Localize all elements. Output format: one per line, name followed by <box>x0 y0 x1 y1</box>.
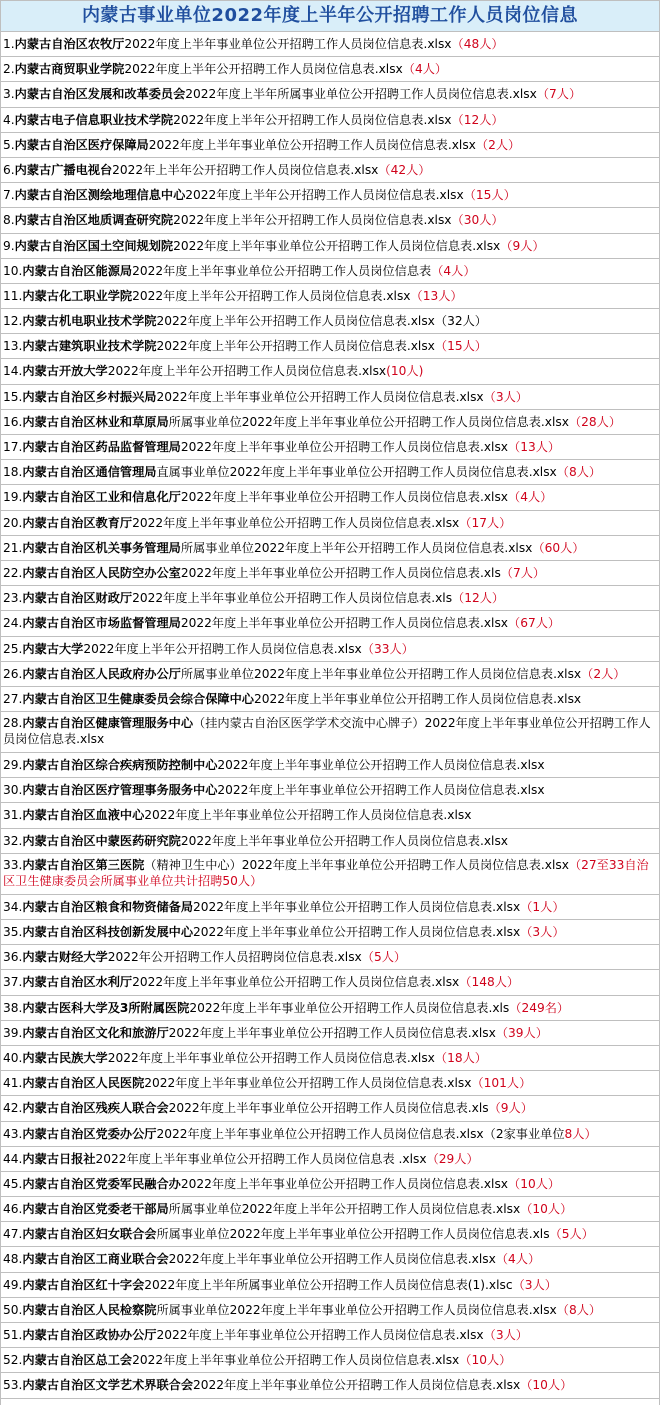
item-number: 46. <box>3 1202 23 1217</box>
item-count: 8人） <box>564 1126 597 1141</box>
item-number: 48. <box>3 1252 23 1267</box>
item-file-name: 2022年度上半年事业单位公开招聘工作人员岗位信息表.xlsx <box>180 1176 509 1191</box>
item-file-name: 2022年度上半年事业单位公开招聘工作人员岗位信息表 .xlsx <box>95 1151 427 1166</box>
item-file-name: 所属事业单位2022年度上半年事业单位公开招聘工作人员岗位信息表.xlsx <box>180 666 582 681</box>
list-item[interactable] <box>1 158 660 183</box>
list-item[interactable] <box>1 309 660 334</box>
item-number: 45. <box>3 1176 23 1191</box>
item-organization: 内蒙古商贸职业学院 <box>14 62 125 77</box>
item-file-name: 所属事业单位2022年度上半年事业单位公开招聘工作人员岗位信息表.xlsx <box>168 414 569 429</box>
item-count: （60人） <box>532 540 585 555</box>
item-count: （8人） <box>556 465 602 480</box>
list-item[interactable] <box>1 970 660 995</box>
item-count: （3人） <box>512 1277 557 1292</box>
item-file-name: 2022年度上半年事业单位公开招聘工作人员岗位信息表.xlsx <box>217 783 545 798</box>
item-file-name: 所属事业单位2022年度上半年公开招聘工作人员岗位信息表.xlsx <box>168 1202 521 1217</box>
list-item[interactable] <box>1 662 660 687</box>
item-organization: 内蒙古电子信息职业技术学院 <box>14 112 174 127</box>
item-file-name: 2022年度上半年事业单位公开招聘工作人员岗位信息表.xlsx <box>156 389 484 404</box>
item-organization: 内蒙古自治区党委老干部局 <box>22 1202 169 1217</box>
item-number: 11. <box>3 288 23 303</box>
item-organization: 内蒙古自治区财政厅 <box>22 591 133 606</box>
list-item[interactable] <box>1 1021 660 1046</box>
item-count: （67人） <box>508 616 561 631</box>
item-count: （148人） <box>459 975 520 990</box>
item-file-name: 2022年度上半年事业单位公开招聘工作人员岗位信息表.xlsx <box>107 1050 435 1065</box>
item-file-name: （挂内蒙古自治区医学学术交流中心牌子）2022年度上半年事业单位公开招聘工作人员岗位信息表.xlsx <box>3 716 651 747</box>
list-item[interactable] <box>1 778 660 803</box>
item-file-name: 2022年度上半年所属事业单位公开招聘工作人员岗位信息表(1).xlsc <box>144 1277 513 1292</box>
item-file-name: （精神卫生中心）2022年度上半年事业单位公开招聘工作人员岗位信息表.xlsx <box>144 857 569 872</box>
list-item[interactable] <box>1 259 660 284</box>
item-number: 8. <box>3 213 15 228</box>
item-organization: 内蒙古自治区粮食和物资储备局 <box>22 899 194 914</box>
item-number: 12. <box>3 314 23 329</box>
item-file-name: 2022年度上半年事业单位公开招聘工作人员岗位信息表.xlsx <box>193 899 521 914</box>
item-file-name: 2022年度上半年事业单位公开招聘工作人员岗位信息表.xlsx <box>180 490 509 505</box>
item-file-name: 2022年度上半年事业单位公开招聘工作人员岗位信息表.xlsx <box>148 137 476 152</box>
item-organization: 内蒙古自治区卫生健康委员会综合保障中心 <box>22 691 254 706</box>
item-organization: 内蒙古自治区医疗管理事务服务中心 <box>22 783 218 798</box>
item-count: （42人） <box>378 162 431 177</box>
list-item[interactable] <box>1 208 660 233</box>
item-count: （15人） <box>434 339 487 354</box>
item-count: （13人） <box>410 288 463 303</box>
item-organization: 内蒙古自治区水利厅 <box>22 975 133 990</box>
item-count: （3人） <box>483 1328 528 1342</box>
item-number: 25. <box>3 641 23 656</box>
item-number: 18. <box>3 465 23 480</box>
item-file-name: 所属事业单位2022年度上半年公开招聘工作人员岗位信息表.xlsx <box>180 540 533 555</box>
list-item[interactable] <box>1 133 660 158</box>
item-organization: 内蒙古自治区综合疾病预防控制中心 <box>22 758 218 773</box>
item-number: 5. <box>3 137 15 152</box>
item-count: （9人） <box>488 1101 533 1116</box>
item-number: 19. <box>3 490 23 505</box>
item-file-name: 2022年度上半年事业单位公开招聘工作人员岗位信息表.xlsx <box>124 37 452 51</box>
list-item[interactable] <box>1 895 660 920</box>
item-number: 50. <box>3 1302 23 1317</box>
item-number: 16. <box>3 414 23 429</box>
list-item[interactable] <box>1 1273 660 1298</box>
item-number: 27. <box>3 691 23 706</box>
list-item[interactable] <box>1 854 660 895</box>
list-item[interactable] <box>1 561 660 586</box>
list-item[interactable] <box>1 1172 660 1197</box>
item-number: 35. <box>3 925 23 939</box>
list-item[interactable] <box>1 712 660 753</box>
item-count: （5人） <box>361 950 407 965</box>
item-number: 49. <box>3 1277 23 1292</box>
item-organization: 内蒙古自治区文学艺术界联合会 <box>22 1378 194 1393</box>
item-number: 53. <box>3 1378 23 1393</box>
list-item[interactable] <box>1 284 660 309</box>
list-item[interactable] <box>1 637 660 662</box>
item-count: （4人） <box>495 1252 541 1267</box>
list-item[interactable] <box>1 334 660 359</box>
item-organization: 内蒙古自治区文化和旅游厅 <box>22 1025 169 1040</box>
item-organization: 内蒙古自治区地质调查研究院 <box>14 213 174 228</box>
row-list <box>1 32 660 1399</box>
item-number: 14. <box>3 364 23 379</box>
item-count: （15人） <box>463 188 516 203</box>
item-file-name: 2022年度上半年公开招聘工作人员岗位信息表.xlsx <box>124 62 403 77</box>
item-organization: 内蒙古自治区教育厅 <box>22 515 133 530</box>
list-item[interactable] <box>1 32 660 57</box>
item-organization: 内蒙古民族大学 <box>22 1050 108 1065</box>
item-count: （17人） <box>459 515 512 530</box>
list-item[interactable] <box>1 183 660 208</box>
item-count: （4人） <box>508 490 553 505</box>
item-organization: 内蒙古自治区人民检察院 <box>22 1302 157 1317</box>
list-item[interactable] <box>1 385 660 410</box>
item-number: 43. <box>3 1126 23 1141</box>
list-item[interactable] <box>1 1298 660 1323</box>
item-number: 28. <box>3 716 23 731</box>
list-item[interactable] <box>1 1147 660 1172</box>
item-organization: 内蒙古大学 <box>22 641 84 656</box>
item-number: 20. <box>3 515 23 530</box>
item-number: 32. <box>3 833 23 848</box>
list-item[interactable] <box>1 57 660 82</box>
item-number: 21. <box>3 540 23 555</box>
item-file-name: 2022年度上半年事业单位公开招聘工作人员岗位信息表.xlsx <box>217 758 545 773</box>
item-count: （48人） <box>451 37 504 51</box>
list-item[interactable] <box>1 410 660 435</box>
item-file-name: 2022年度上半年事业单位公开招聘工作人员岗位信息表.xlsx <box>180 616 509 631</box>
item-file-name: 2022年度上半年公开招聘工作人员岗位信息表.xlsx <box>132 288 411 303</box>
list-item[interactable] <box>1 920 660 945</box>
item-number: 15. <box>3 389 23 404</box>
item-count: （8人） <box>556 1302 602 1317</box>
item-number: 36. <box>3 950 23 965</box>
list-item[interactable] <box>1 435 660 460</box>
item-count: （9人） <box>500 238 545 253</box>
item-organization: 内蒙古自治区测绘地理信息中心 <box>14 188 186 203</box>
item-file-name: 2022年度上半年公开招聘工作人员岗位信息表.xlsx <box>107 364 387 379</box>
item-file-name: 所属事业单位2022年度上半年事业单位公开招聘工作人员岗位信息表.xls <box>156 1227 550 1242</box>
item-organization: 内蒙古机电职业技术学院 <box>22 314 157 329</box>
item-organization: 内蒙古自治区工商业联合会 <box>22 1252 169 1267</box>
item-number: 29. <box>3 758 23 773</box>
item-number: 38. <box>3 1000 23 1015</box>
item-number: 4. <box>3 112 15 127</box>
item-number: 39. <box>3 1025 23 1040</box>
item-number: 22. <box>3 565 23 580</box>
list-item[interactable] <box>1 1046 660 1071</box>
item-count: （10人） <box>520 1202 573 1217</box>
item-file-name: 2022年度上半年事业单位公开招聘工作人员岗位信息表.xlsx <box>193 1378 521 1393</box>
item-count: （7人） <box>536 87 582 102</box>
item-organization: 内蒙古自治区农牧厅 <box>14 37 125 51</box>
list-item[interactable] <box>1 1122 660 1147</box>
list-item[interactable] <box>1 234 660 259</box>
item-organization: 内蒙古自治区残疾人联合会 <box>22 1101 169 1116</box>
item-count: （2人） <box>581 666 626 681</box>
item-file-name: 2022年度上半年事业单位公开招聘工作人员岗位信息表.xlsx <box>180 440 509 454</box>
item-organization: 内蒙古自治区中蒙医药研究院 <box>22 833 181 848</box>
item-file-name: 2022年度上半年事业单位公开招聘工作人员岗位信息表.xls <box>189 1000 510 1015</box>
item-file-name: 2022年度上半年公开招聘工作人员岗位信息表.xlsx <box>83 641 362 656</box>
item-number: 42. <box>3 1101 23 1116</box>
item-count: （3人） <box>520 925 565 939</box>
item-file-name: 2022年度上半年所属事业单位公开招聘工作人员岗位信息表.xlsx <box>185 87 537 102</box>
item-number: 26. <box>3 666 23 681</box>
item-count: (10人) <box>386 364 424 379</box>
item-organization: 内蒙古自治区人民医院 <box>22 1076 145 1091</box>
list-item[interactable] <box>1 687 660 712</box>
item-file-name: 2022年度上半年事业单位公开招聘工作人员岗位信息表.xlsx <box>168 1025 496 1040</box>
item-count: （10人） <box>508 1176 561 1191</box>
item-number: 34. <box>3 899 23 914</box>
item-organization: 内蒙古自治区发展和改革委员会 <box>14 87 186 102</box>
item-organization: 内蒙古自治区通信管理局 <box>22 465 157 480</box>
item-organization: 内蒙古自治区医疗保障局 <box>14 137 149 152</box>
list-item[interactable] <box>1 536 660 561</box>
item-organization: 内蒙古自治区总工会 <box>22 1353 133 1368</box>
item-number: 2. <box>3 62 15 77</box>
item-number: 40. <box>3 1050 23 1065</box>
item-number: 51. <box>3 1328 23 1342</box>
item-count: （5人） <box>549 1227 594 1242</box>
list-item[interactable] <box>1 1247 660 1272</box>
list-item[interactable] <box>1 1348 660 1373</box>
item-organization: 内蒙古自治区政协办公厅 <box>22 1328 157 1342</box>
item-number: 47. <box>3 1227 23 1242</box>
list-item[interactable] <box>1 460 660 485</box>
item-organization: 内蒙古自治区药品监督管理局 <box>22 440 181 454</box>
list-item[interactable] <box>1 611 660 636</box>
list-item[interactable] <box>1 803 660 828</box>
item-organization: 内蒙古自治区第三医院 <box>22 857 145 872</box>
item-count: （249名） <box>509 1000 570 1015</box>
item-file-name: 2022年度上半年公开招聘工作人员岗位信息表.xlsx <box>185 188 464 203</box>
item-number: 17. <box>3 440 23 454</box>
item-organization: 内蒙古自治区乡村振兴局 <box>22 389 157 404</box>
item-count: （39人） <box>495 1025 548 1040</box>
list-item[interactable] <box>1 511 660 536</box>
item-organization: 内蒙古自治区血液中心 <box>22 808 145 823</box>
item-number: 52. <box>3 1353 23 1368</box>
item-count: （7人） <box>500 565 546 580</box>
list-item[interactable] <box>1 1222 660 1247</box>
item-organization: 内蒙古自治区健康管理服务中心 <box>22 716 194 731</box>
item-file-name: 2022年上半年公开招聘工作人员岗位信息表.xlsx <box>112 162 379 177</box>
item-organization: 内蒙古自治区工业和信息化厅 <box>22 490 181 505</box>
item-organization: 内蒙古自治区能源局 <box>22 263 133 278</box>
item-file-name: 2022年度上半年事业单位公开招聘工作人员岗位信息表.xlsx <box>132 515 460 530</box>
item-number: 1. <box>3 37 15 51</box>
list-item[interactable] <box>1 108 660 133</box>
item-file-name: 2022年度上半年公开招聘工作人员岗位信息表.xlsx <box>173 112 452 127</box>
item-file-name: 2022年度上半年事业单位公开招聘工作人员岗位信息表.xlsx <box>144 1076 472 1091</box>
item-organization: 内蒙古医科大学及3所附属医院 <box>22 1000 190 1015</box>
list-item[interactable] <box>1 753 660 778</box>
list-item[interactable] <box>1 1071 660 1096</box>
item-organization: 内蒙古自治区党委办公厅 <box>22 1126 157 1141</box>
item-number: 13. <box>3 339 23 354</box>
item-organization: 内蒙古广播电视台 <box>14 162 113 177</box>
item-count: （10人） <box>520 1378 573 1393</box>
item-organization: 内蒙古自治区人民防空办公室 <box>22 565 181 580</box>
list-item[interactable] <box>1 996 660 1021</box>
item-organization: 内蒙古自治区人民政府办公厅 <box>22 666 181 681</box>
item-organization: 内蒙古自治区林业和草原局 <box>22 414 169 429</box>
item-file-name: 2022年度上半年事业单位公开招聘工作人员岗位信息表.xlsx <box>144 808 472 823</box>
item-file-name: 2022年度上半年事业单位公开招聘工作人员岗位信息表.xlsx <box>132 975 460 990</box>
item-organization: 内蒙古自治区市场监督管理局 <box>22 616 181 631</box>
item-organization: 内蒙古自治区妇女联合会 <box>22 1227 157 1242</box>
item-number: 33. <box>3 857 23 872</box>
item-count: （3人） <box>483 389 528 404</box>
item-number: 31. <box>3 808 23 823</box>
list-item[interactable] <box>1 1373 660 1398</box>
item-organization: 内蒙古日报社 <box>22 1151 96 1166</box>
list-item[interactable] <box>1 1096 660 1121</box>
item-file-name: 2022年度上半年事业单位公开招聘工作人员岗位信息表.xlsx <box>132 1353 460 1368</box>
item-number: 10. <box>3 263 23 278</box>
item-count: （27至33自治区卫生健康委员会所属事业单位共计招聘50人） <box>3 857 649 888</box>
item-file-name: 2022年度上半年事业单位公开招聘工作人员岗位信息表.xlsx <box>168 1252 496 1267</box>
list-item[interactable] <box>1 1197 660 1222</box>
item-count: （10人） <box>459 1353 512 1368</box>
list-item[interactable] <box>1 359 660 384</box>
item-file-name: 2022年度上半年事业单位公开招聘工作人员岗位信息表.xlsx <box>253 691 582 706</box>
sheet-bottom-edge <box>1 1399 660 1405</box>
list-item[interactable] <box>1 1323 660 1348</box>
item-organization: 内蒙古建筑职业技术学院 <box>22 339 157 354</box>
item-count: （29人） <box>426 1151 479 1166</box>
item-count: （13人） <box>508 440 561 454</box>
item-number: 30. <box>3 783 23 798</box>
item-file-name: 所属事业单位2022年度上半年事业单位公开招聘工作人员岗位信息表.xlsx <box>156 1302 557 1317</box>
item-count: （4人） <box>402 62 448 77</box>
item-number: 24. <box>3 616 23 631</box>
item-file-name: 2022年公开招聘工作人员招聘岗位信息表.xlsx <box>107 950 362 965</box>
item-number: 7. <box>3 188 15 203</box>
item-organization: 内蒙古自治区红十字会 <box>22 1277 145 1292</box>
item-organization: 内蒙古自治区机关事务管理局 <box>22 540 181 555</box>
page-title: 内蒙古事业单位2022年度上半年公开招聘工作人员岗位信息 <box>1 1 660 32</box>
item-count: （18人） <box>434 1050 487 1065</box>
item-number: 6. <box>3 162 15 177</box>
item-file-name: 2022年度上半年事业单位公开招聘工作人员岗位信息表.xlsx <box>180 833 509 848</box>
item-number: 37. <box>3 975 23 990</box>
list-item[interactable] <box>1 829 660 854</box>
item-file-name: 2022年度上半年事业单位公开招聘工作人员岗位信息表.xls <box>132 591 453 606</box>
item-file-name: 2022年度上半年事业单位公开招聘工作人员岗位信息表.xlsx <box>173 238 501 253</box>
item-file-name: 2022年度上半年事业单位公开招聘工作人员岗位信息表 <box>132 263 432 278</box>
item-count: （101人） <box>471 1076 532 1091</box>
item-organization: 内蒙古财经大学 <box>22 950 108 965</box>
item-file-name: 2022年度上半年事业单位公开招聘工作人员岗位信息表.xlsx <box>156 1328 484 1342</box>
item-count: （12人） <box>451 112 504 127</box>
item-file-name: 2022年度上半年公开招聘工作人员岗位信息表.xlsx <box>156 339 435 354</box>
item-count: （12人） <box>452 591 505 606</box>
list-item[interactable] <box>1 485 660 510</box>
item-organization: 内蒙古自治区国土空间规划院 <box>14 238 174 253</box>
item-number: 9. <box>3 238 15 253</box>
item-count: （33人） <box>361 641 414 656</box>
item-file-name: 2022年度上半年事业单位公开招聘工作人员岗位信息表.xlsx <box>193 925 521 939</box>
item-organization: 内蒙古开放大学 <box>22 364 108 379</box>
item-organization: 内蒙古化工职业学院 <box>22 288 133 303</box>
item-count: （2人） <box>475 137 521 152</box>
item-number: 3. <box>3 87 15 102</box>
item-file-name: 2022年度上半年公开招聘工作人员岗位信息表.xlsx <box>173 213 452 228</box>
item-number: 23. <box>3 591 23 606</box>
item-count: （4人） <box>431 263 476 278</box>
item-file-name: 2022年度上半年事业单位公开招聘工作人员岗位信息表.xls <box>168 1101 489 1116</box>
item-number: 41. <box>3 1076 23 1091</box>
item-file-name: 2022年度上半年事业单位公开招聘工作人员岗位信息表.xls <box>180 565 501 580</box>
item-number: 44. <box>3 1151 23 1166</box>
item-organization: 内蒙古自治区党委军民融合办 <box>22 1176 181 1191</box>
item-count: （1人） <box>520 899 565 914</box>
item-count: （28人） <box>568 414 622 429</box>
item-file-name: 2022年度上半年事业单位公开招聘工作人员岗位信息表.xlsx（2家事业单位 <box>156 1126 565 1141</box>
list-item[interactable] <box>1 586 660 611</box>
list-item[interactable] <box>1 945 660 970</box>
item-count: （30人） <box>451 213 504 228</box>
item-file-name: 2022年度上半年公开招聘工作人员岗位信息表.xlsx（32人） <box>156 314 487 329</box>
item-file-name: 直属事业单位2022年度上半年事业单位公开招聘工作人员岗位信息表.xlsx <box>156 465 557 480</box>
list-item[interactable] <box>1 82 660 107</box>
item-organization: 内蒙古自治区科技创新发展中心 <box>22 925 194 939</box>
